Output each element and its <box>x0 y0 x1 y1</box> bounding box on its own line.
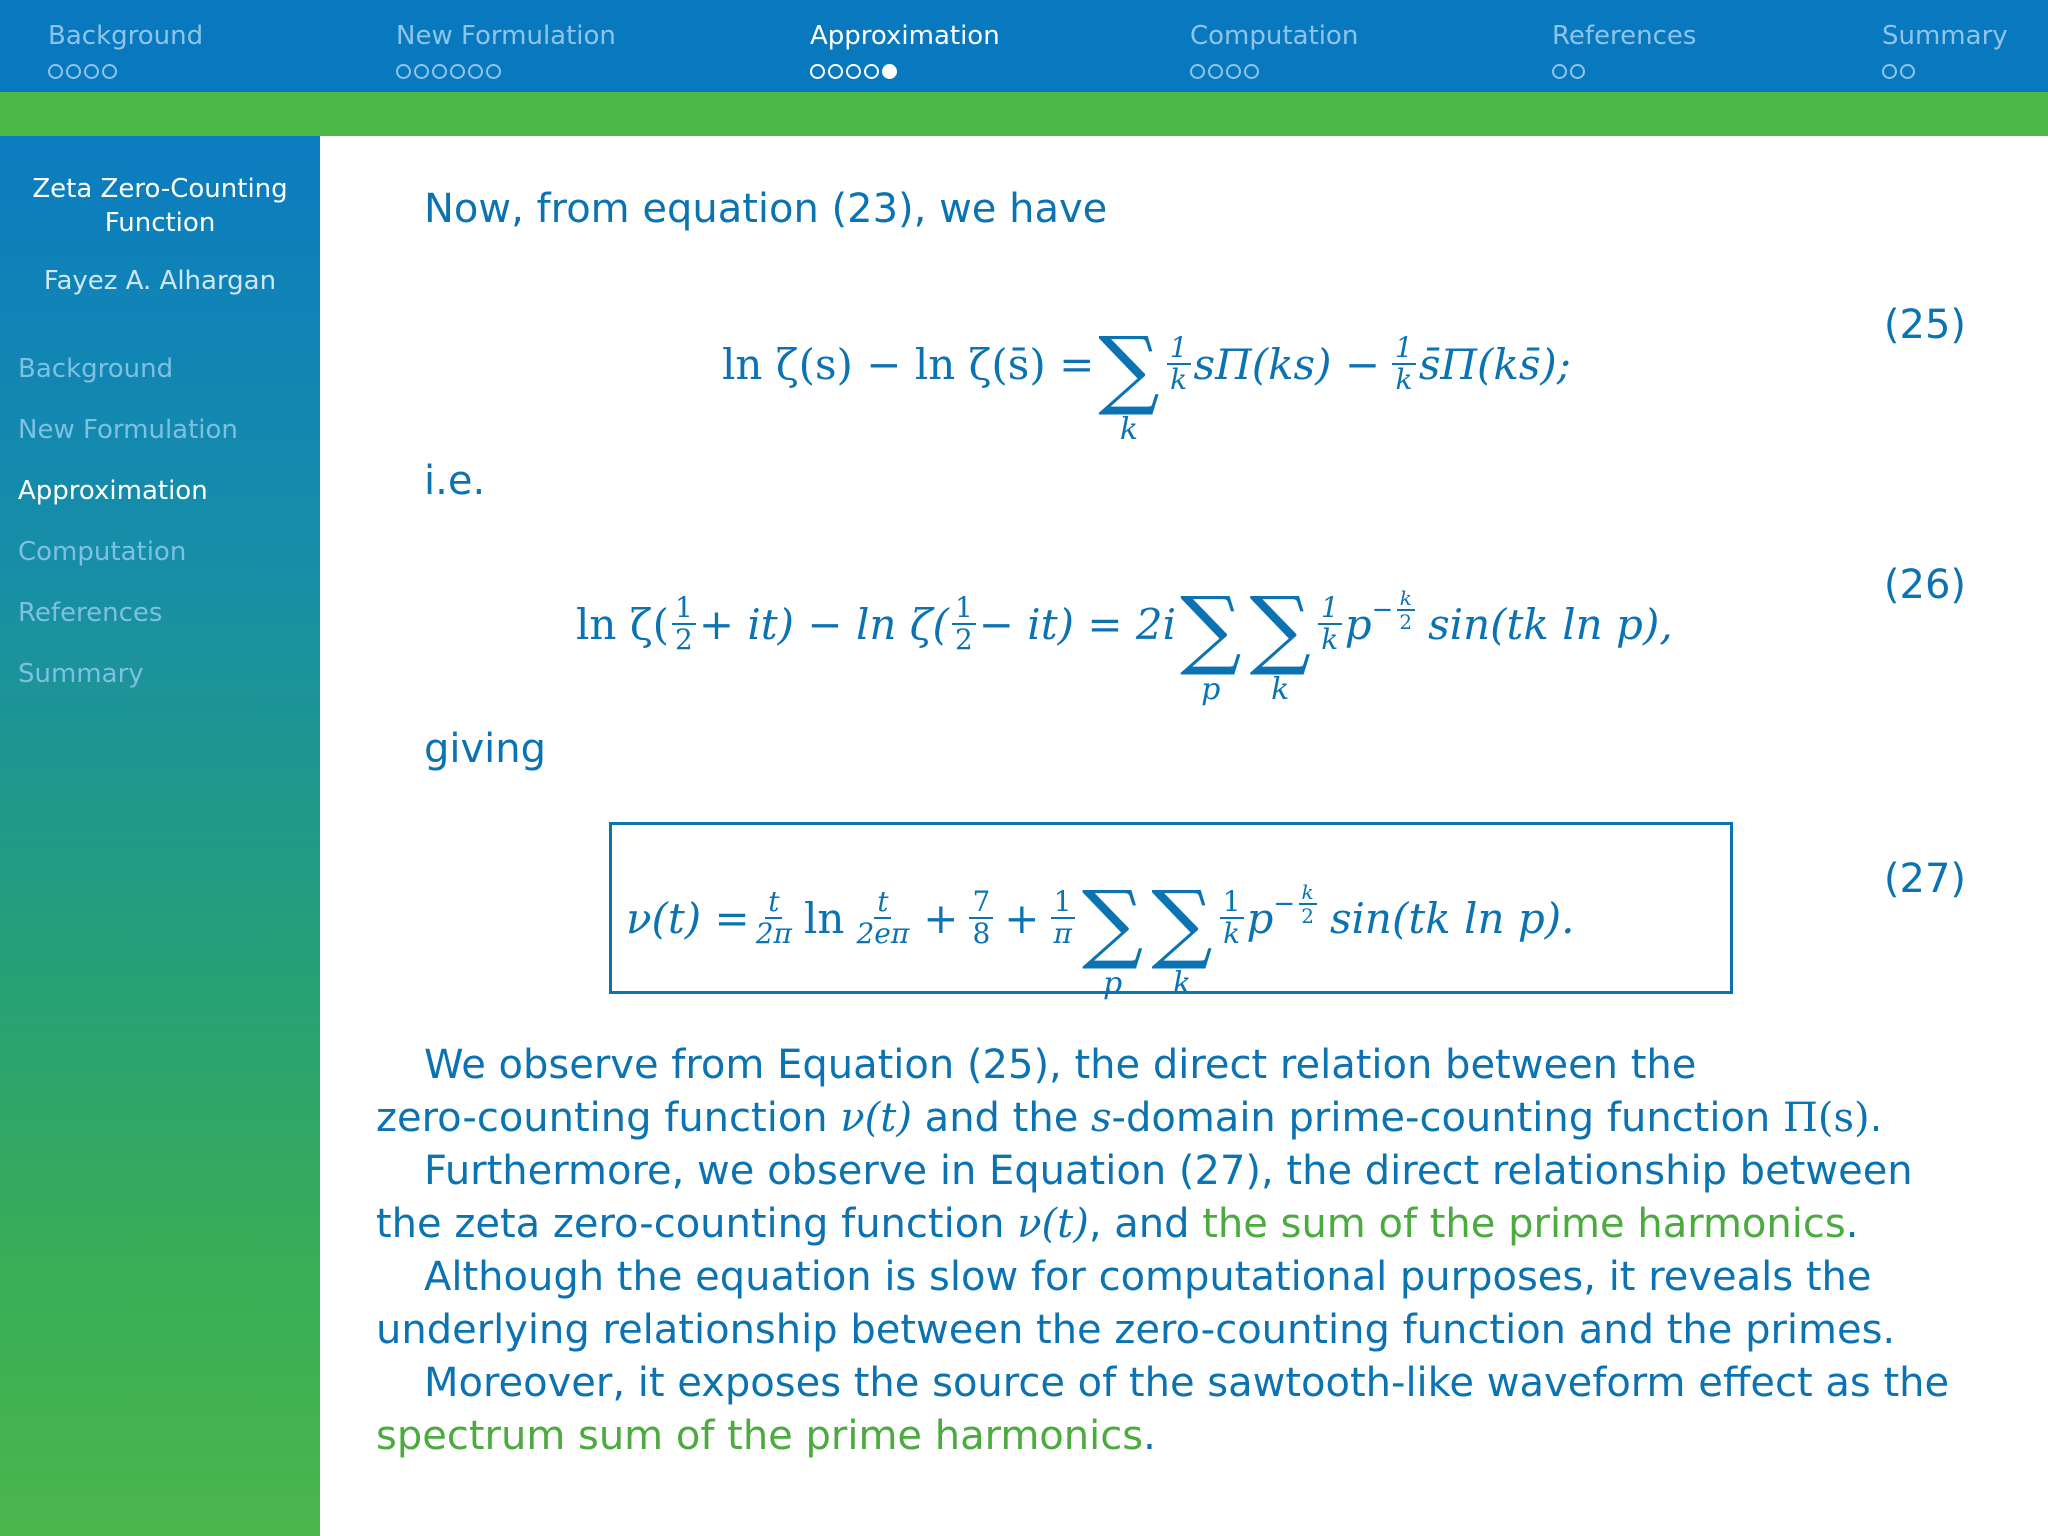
nav-progress-dots <box>1882 56 2008 80</box>
fraction-denominator: 2 <box>674 623 693 656</box>
equation-27 <box>626 834 1575 1002</box>
nav-section-computation[interactable] <box>1190 18 1358 80</box>
highlight-spectrum-sum: spectrum sum of the prime harmonics <box>376 1413 1144 1459</box>
power-base: p <box>1246 893 1274 943</box>
fraction-denominator: k <box>1170 363 1188 396</box>
paragraph-line <box>376 1199 1858 1249</box>
equation-26 <box>576 540 1673 708</box>
sidebar-item-summary[interactable]: Summary <box>18 659 144 689</box>
math-pi-s: Π(s) <box>1783 1095 1870 1141</box>
nav-section-approximation[interactable] <box>810 18 1000 80</box>
equation-number-25: (25) <box>1883 302 1966 348</box>
nav-progress-dots <box>396 56 616 80</box>
presentation-author: Fayez A. Alhargan <box>43 266 277 296</box>
fraction <box>1050 887 1074 949</box>
paragraph-line: We observe from Equation (25), the direct relation between the <box>424 1042 1697 1088</box>
exponent <box>1372 587 1419 633</box>
sum-index: p <box>1102 966 1123 1001</box>
sidebar <box>0 136 320 1536</box>
sidebar-item-approximation[interactable]: Approximation <box>18 476 208 506</box>
nav-section-new-formulation[interactable] <box>396 18 616 80</box>
nav-progress-dots <box>1190 56 1358 80</box>
nav-label: Background <box>48 21 204 51</box>
exponent-fraction <box>1396 587 1415 633</box>
paragraph-line: Furthermore, we observe in Equation (27), the direct relationship between <box>424 1148 1913 1194</box>
slide-dot[interactable] <box>1190 64 1205 79</box>
fraction <box>853 887 912 949</box>
sum-operator: ∑ p <box>1180 579 1242 707</box>
fraction-numerator: t <box>765 887 782 919</box>
slide-dot[interactable] <box>102 64 117 79</box>
fraction-denominator: k <box>1395 363 1413 396</box>
slide-dot[interactable] <box>1552 64 1567 79</box>
equation-number-27: (27) <box>1883 856 1966 902</box>
presentation-title <box>0 172 320 240</box>
slide-dot[interactable] <box>864 64 879 79</box>
sum-operator: ∑ p <box>1081 873 1144 1001</box>
text-run: the zeta zero-counting function <box>376 1201 1018 1247</box>
slide-dot[interactable] <box>468 64 483 79</box>
eq27-tail: sin(tk ln p). <box>1329 893 1575 943</box>
slide-dot[interactable] <box>828 64 843 79</box>
nav-progress-dots <box>1552 56 1696 80</box>
fraction-numerator: 1 <box>1392 333 1416 365</box>
fraction-denominator: k <box>1223 917 1241 950</box>
math-nu-t: ν(t) <box>1017 1201 1089 1247</box>
nav-progress-dots <box>810 56 1000 80</box>
slide-dot[interactable] <box>84 64 99 79</box>
sidebar-item-computation[interactable]: Computation <box>18 537 187 567</box>
fraction-denominator: k <box>1321 623 1339 656</box>
eq25-term2: s̄Π(ks̄); <box>1418 339 1571 389</box>
fraction-denominator: 2eπ <box>856 917 910 950</box>
fraction-numerator: k <box>1299 881 1317 905</box>
nav-section-references[interactable] <box>1552 18 1696 80</box>
fraction-denominator: 2 <box>954 623 973 656</box>
nav-section-summary[interactable] <box>1882 18 2008 80</box>
paragraph-line: underlying relationship between the zero-counting function and the primes. <box>376 1307 1896 1353</box>
fraction-numerator: 1 <box>1051 887 1075 919</box>
highlight-prime-harmonics: the sum of the prime harmonics <box>1202 1201 1846 1247</box>
text-run: . <box>1845 1201 1859 1247</box>
nav-label: Computation <box>1190 21 1359 51</box>
slide-dot[interactable] <box>1900 64 1915 79</box>
eq27-lhs: ν(t) = <box>626 893 750 943</box>
fraction-half <box>952 593 976 655</box>
fraction-denominator: π <box>1053 917 1072 950</box>
exponent-fraction <box>1298 881 1317 927</box>
slide-dot[interactable] <box>846 64 861 79</box>
slide-dot[interactable] <box>396 64 411 79</box>
fraction-numerator: 1 <box>1318 593 1342 625</box>
ie-text: i.e. <box>424 458 486 504</box>
fraction-numerator: 1 <box>1220 887 1244 919</box>
fraction-numerator: 7 <box>969 887 993 919</box>
giving-text: giving <box>424 726 547 772</box>
fraction <box>1392 333 1416 395</box>
eq25-lhs: ln ζ(s) − ln ζ(s̄) = <box>722 339 1095 389</box>
text-run: and the <box>911 1095 1092 1141</box>
slide-dot[interactable] <box>486 64 501 79</box>
paragraph-line <box>376 1093 1882 1143</box>
fraction-half <box>672 593 696 655</box>
sidebar-item-new-formulation[interactable]: New Formulation <box>18 415 238 445</box>
text-run: , and <box>1088 1201 1203 1247</box>
sidebar-item-references[interactable]: References <box>18 598 163 628</box>
current-slide-dot[interactable] <box>882 64 897 79</box>
slide-dot[interactable] <box>1570 64 1585 79</box>
fraction-numerator: k <box>1397 587 1415 611</box>
nav-label: New Formulation <box>396 21 616 51</box>
equation-25 <box>722 280 1571 448</box>
text-run: zero-counting function <box>376 1095 841 1141</box>
sum-index: k <box>1271 672 1290 707</box>
math-s: s <box>1091 1095 1112 1141</box>
sum-operator: ∑ k <box>1098 319 1160 447</box>
fraction-numerator: 1 <box>672 593 696 625</box>
equation-number-26: (26) <box>1883 562 1966 608</box>
paragraph-line: Moreover, it exposes the source of the sawtooth-like waveform effect as the <box>424 1360 1950 1406</box>
fraction <box>1318 593 1342 655</box>
plus-sign: + <box>1004 893 1040 943</box>
eq25-term1: sΠ(ks) − <box>1193 339 1381 389</box>
paragraph-line: Although the equation is slow for computational purposes, it reveals the <box>424 1254 1872 1300</box>
fraction-denominator: 2 <box>1399 610 1413 634</box>
nav-label: Approximation <box>810 21 1000 51</box>
eq26-lhs-c: − it) = 2i <box>978 599 1177 649</box>
nav-progress-dots <box>48 56 203 80</box>
fraction <box>753 887 795 949</box>
section-navigation-bar <box>0 0 2048 92</box>
fraction-numerator: 1 <box>1167 333 1191 365</box>
slide-dot[interactable] <box>48 64 63 79</box>
intro-text: Now, from equation (23), we have <box>424 186 1108 232</box>
fraction-numerator: t <box>874 887 891 919</box>
sum-index: k <box>1119 412 1139 447</box>
sum-index: k <box>1172 966 1192 1001</box>
eq26-lhs-a: ln ζ( <box>576 599 669 649</box>
paragraph-line <box>376 1411 1156 1461</box>
fraction <box>1220 887 1244 949</box>
slide-dot[interactable] <box>1882 64 1897 79</box>
fraction <box>1167 333 1191 395</box>
nav-label: Summary <box>1882 21 2008 51</box>
eq26-tail: sin(tk ln p), <box>1428 599 1673 649</box>
fraction-denominator: 2π <box>755 917 792 950</box>
slide-dot[interactable] <box>432 64 447 79</box>
slide-dot[interactable] <box>450 64 465 79</box>
sidebar-item-background[interactable]: Background <box>18 354 174 384</box>
nav-section-background[interactable] <box>48 18 203 80</box>
sum-index: p <box>1201 672 1221 707</box>
plus-sign: + <box>923 893 959 943</box>
fraction <box>969 887 993 949</box>
slide-dot[interactable] <box>810 64 825 79</box>
sum-operator: ∑ k <box>1151 873 1213 1001</box>
sum-operator: ∑ k <box>1249 579 1311 707</box>
slide-dot[interactable] <box>1226 64 1241 79</box>
text-run: . <box>1143 1413 1156 1459</box>
math-nu-t: ν(t) <box>840 1095 912 1141</box>
text-run: . <box>1869 1095 1883 1141</box>
presentation-title-line: Function <box>104 208 216 238</box>
text-run: -domain prime-counting function <box>1111 1095 1783 1141</box>
slide-dot[interactable] <box>1244 64 1259 79</box>
fraction-denominator: 2 <box>1301 904 1314 928</box>
fraction-numerator: 1 <box>952 593 976 625</box>
exponent-sign: − <box>1273 889 1296 919</box>
slide-dot[interactable] <box>66 64 81 79</box>
ln-operator: ln <box>803 893 845 943</box>
fraction-denominator: 8 <box>972 917 991 950</box>
power-base: p <box>1344 599 1372 649</box>
slide-dot[interactable] <box>1208 64 1223 79</box>
exponent <box>1273 881 1320 927</box>
slide-dot[interactable] <box>414 64 429 79</box>
eq26-lhs-b: + it) − ln ζ( <box>698 599 949 649</box>
presentation-title-line: Zeta Zero-Counting <box>32 174 288 204</box>
header-accent-bar <box>0 92 2048 136</box>
exponent-sign: − <box>1371 595 1394 625</box>
nav-label: References <box>1552 21 1697 51</box>
